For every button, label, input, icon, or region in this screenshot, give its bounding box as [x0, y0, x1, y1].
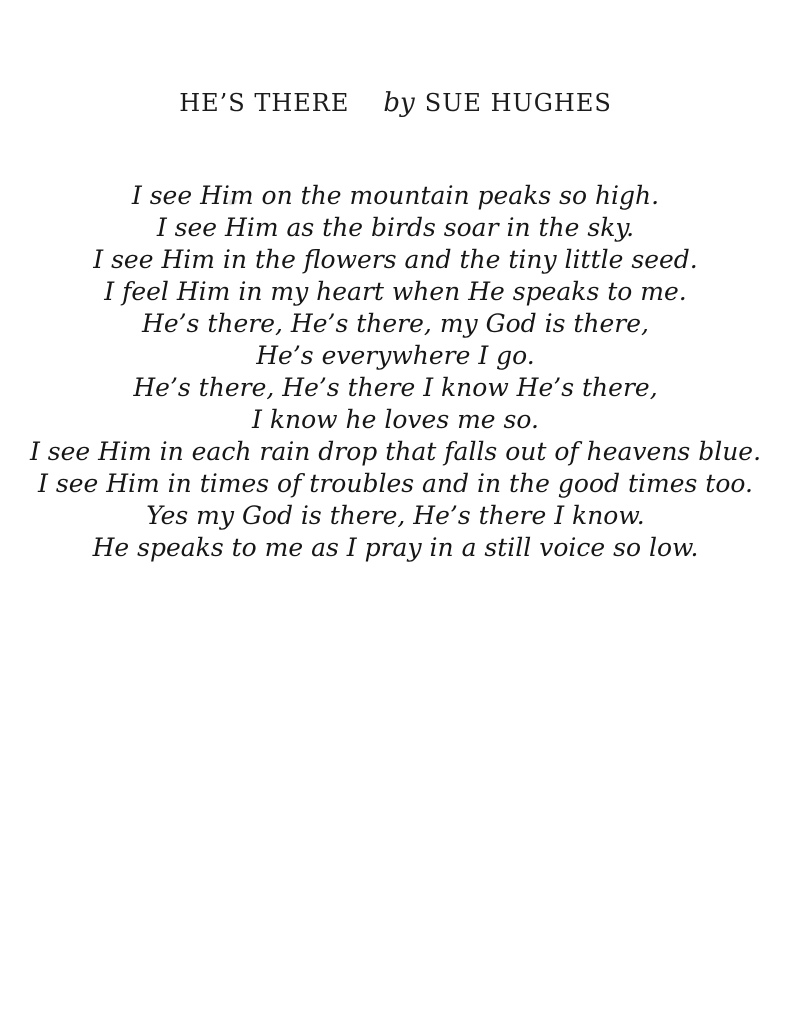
poem [0, 180, 791, 564]
poem-title-row [0, 88, 791, 118]
poem-line: He’s everywhere I go. [256, 341, 535, 370]
poem-author: SUE HUGHES [424, 89, 612, 117]
poem-line: I know he loves me so. [252, 405, 539, 434]
poem-line: I see Him in each rain drop that falls out of heavens blue. [29, 437, 762, 466]
poem-line: Yes my God is there, He’s there I know. [146, 501, 645, 530]
poem-line: I see Him as the birds soar in the sky. [156, 213, 635, 242]
poem-line: I feel Him in my heart when He speaks to me. [104, 277, 687, 306]
poem-line: I see Him in the flowers and the tiny little seed. [93, 245, 698, 274]
byline-prefix: by [383, 88, 415, 118]
poem-line: I see Him in times of troubles and in the good times too. [38, 469, 753, 498]
poem-line: He’s there, He’s there, my God is there, [142, 309, 649, 338]
poem-title: HE’S THERE [179, 89, 350, 117]
poem-line: I see Him on the mountain peaks so high. [131, 181, 660, 210]
poem-line: He speaks to me as I pray in a still voice so low. [92, 533, 699, 562]
poem-line: He’s there, He’s there I know He’s there, [133, 373, 658, 402]
